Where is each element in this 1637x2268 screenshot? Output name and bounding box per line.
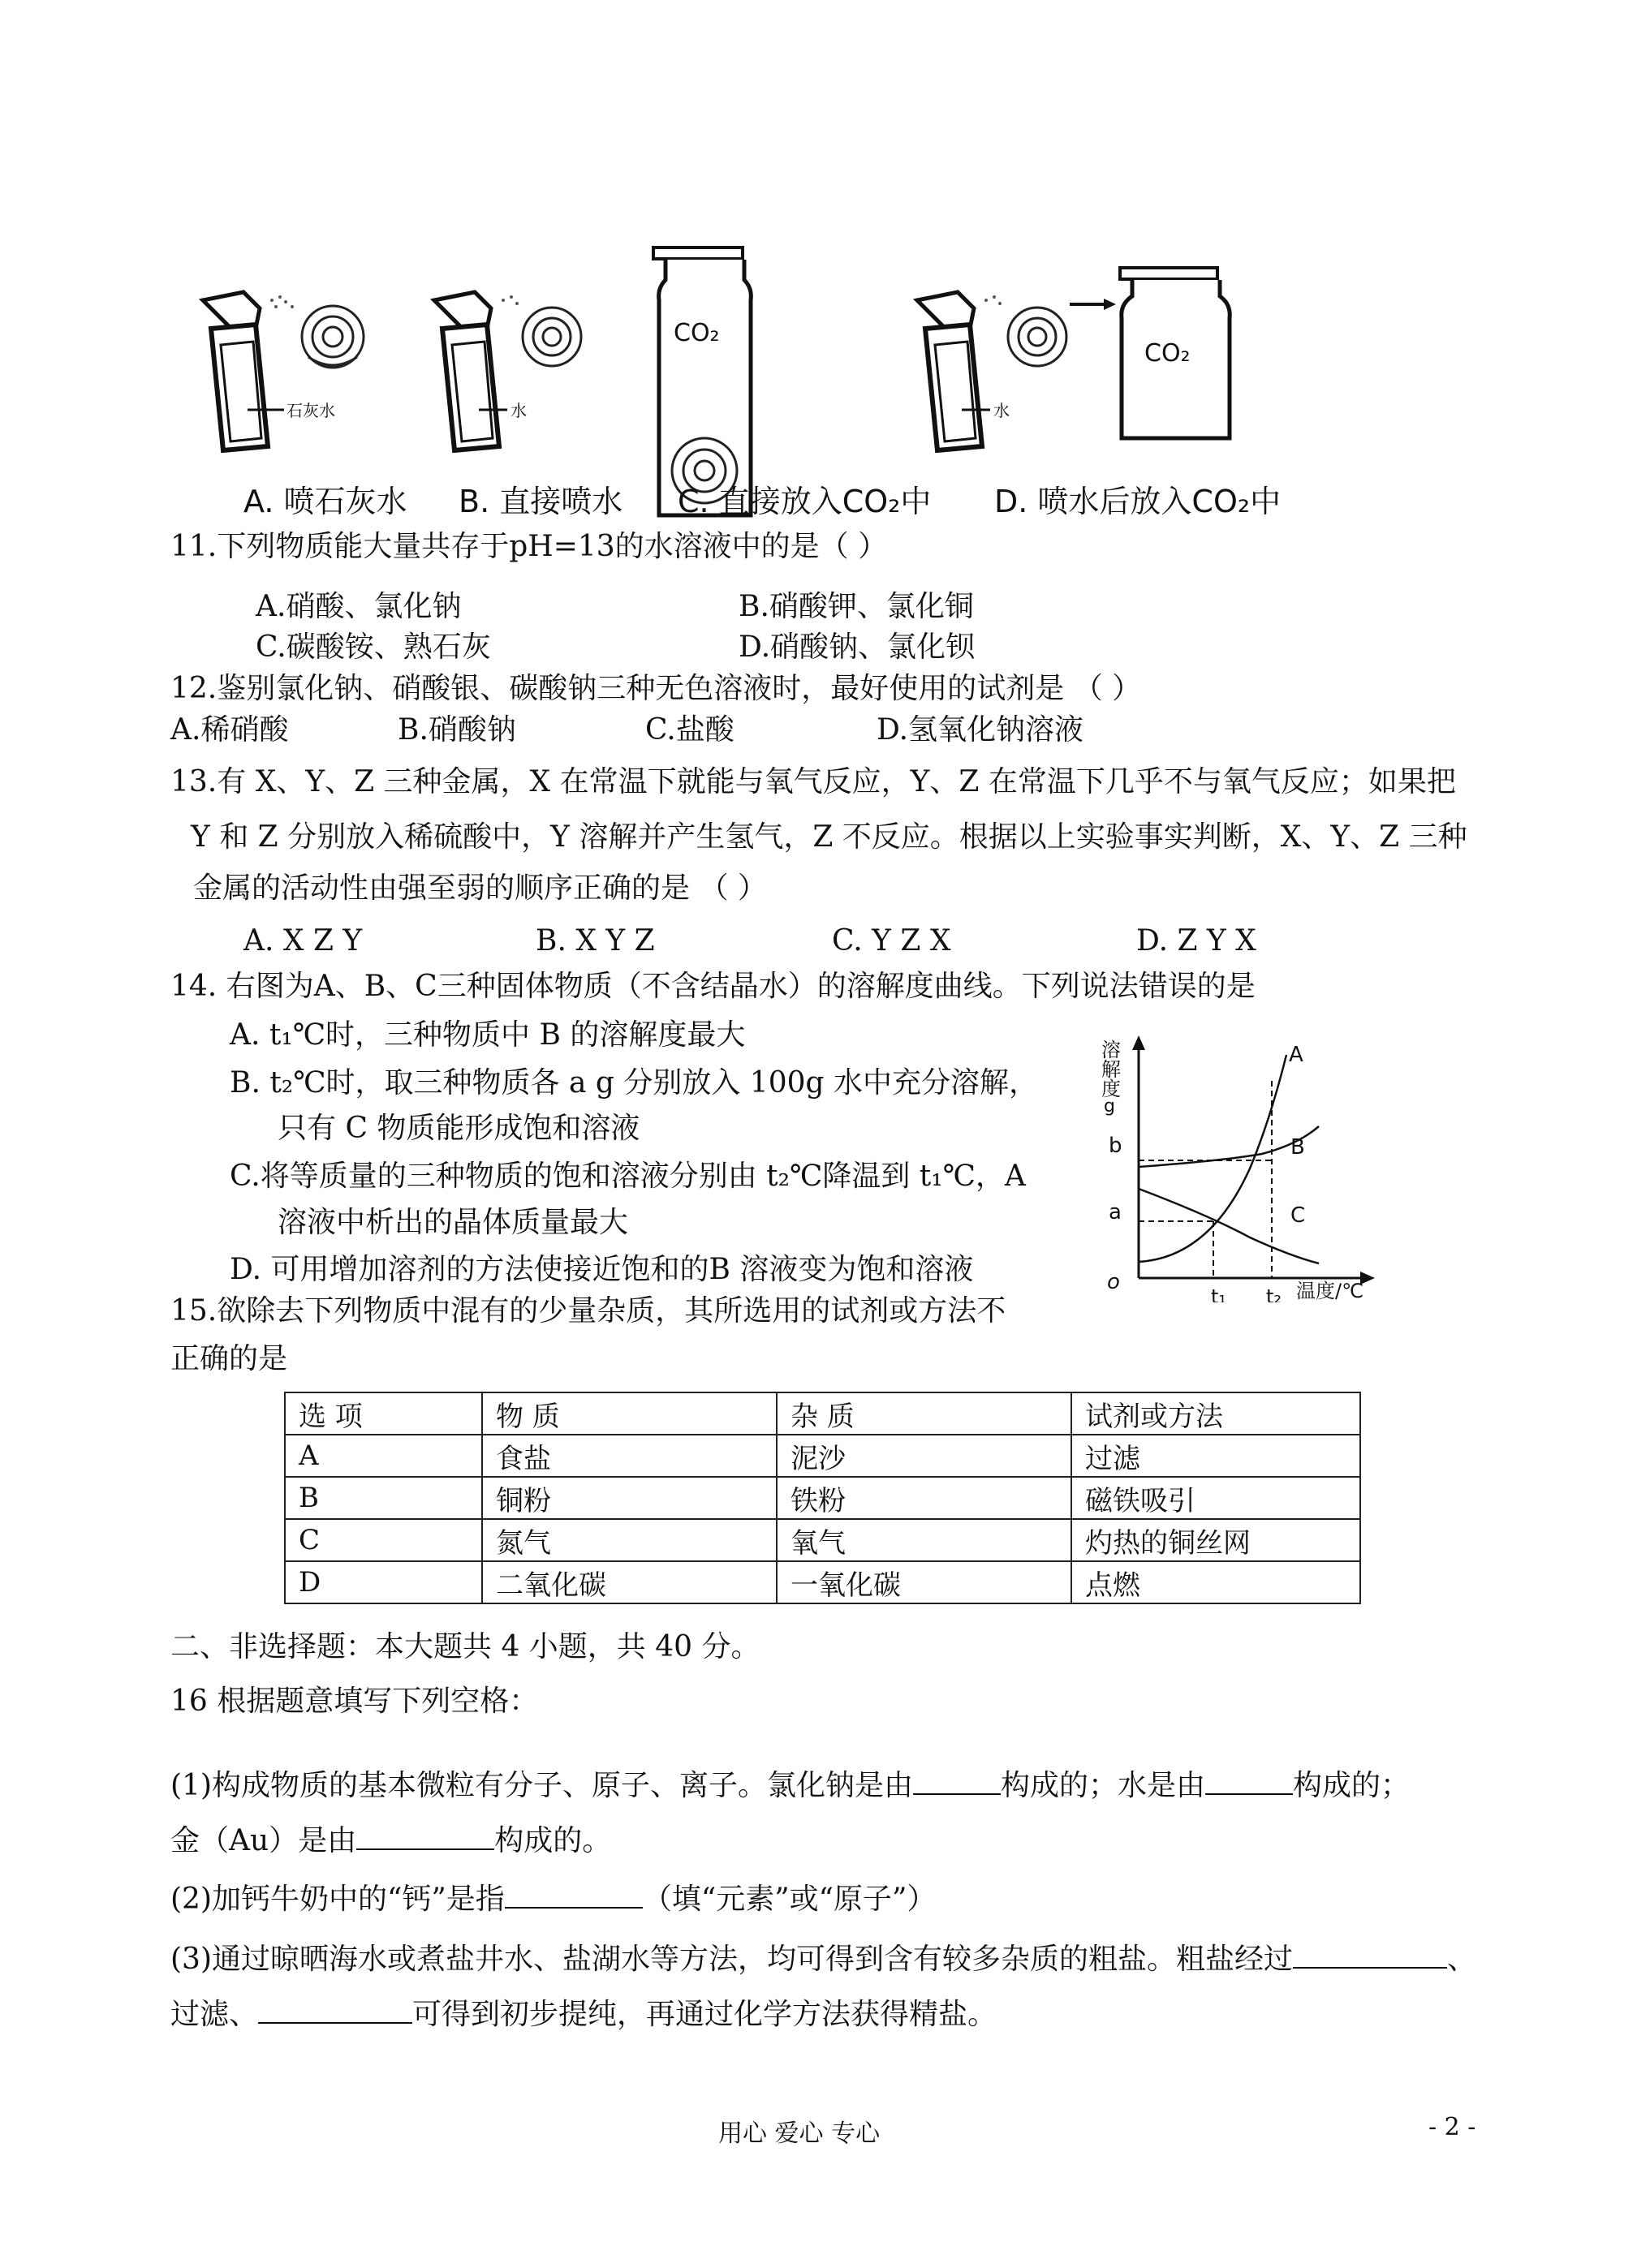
- table-cell: D: [285, 1561, 482, 1603]
- page-number: - 2 -: [1428, 2113, 1476, 2141]
- q16-p3-text-b: 、: [1447, 1943, 1477, 1976]
- q16-part-2: [170, 1881, 936, 1916]
- table-cell: 铁粉: [777, 1477, 1071, 1519]
- table-cell: 氮气: [482, 1519, 777, 1561]
- q14-option-b-line-2: 只有 C 物质能形成饱和溶液: [278, 1112, 640, 1145]
- table-row: [285, 1435, 1360, 1477]
- table-cell: 点燃: [1071, 1561, 1360, 1603]
- table-cell: 泥沙: [777, 1435, 1071, 1477]
- q14-option-c-line-2: 溶液中析出的晶体质量最大: [278, 1206, 629, 1239]
- q13-option-a: A. X Z Y: [243, 924, 363, 958]
- q16-part-3-line-1: [170, 1941, 1476, 1976]
- table-row: [285, 1561, 1360, 1603]
- q16-p1-text-c: 构成的；: [1293, 1769, 1411, 1802]
- q13-line-3: 金属的活动性由强至弱的顺序正确的是 （ ）: [193, 871, 767, 905]
- caption-c: C. 直接放入CO₂中: [678, 484, 932, 519]
- table-cell: 灼热的铜丝网: [1071, 1519, 1360, 1561]
- table-row: [285, 1519, 1360, 1561]
- q14-option-c-line-1: C.将等质量的三种物质的饱和溶液分别由 t₂℃降温到 t₁℃，A: [230, 1160, 1026, 1193]
- table-cell: 氧气: [777, 1519, 1071, 1561]
- table-cell: C: [285, 1519, 482, 1561]
- table-row: [285, 1477, 1360, 1519]
- answer-blank-4[interactable]: [505, 1881, 643, 1909]
- q16-part-1-line-2: [170, 1823, 611, 1857]
- origin-label: o: [1107, 1270, 1120, 1294]
- bottle-b-label: 水: [510, 401, 527, 420]
- q15-table: [284, 1392, 1361, 1604]
- q13-line-1: 13.有 X、Y、Z 三种金属，X 在常温下就能与氧气反应，Y、Z 在常温下几乎不与氧气反应；如果把: [170, 765, 1456, 798]
- caption-d: D. 喷水后放入CO₂中: [994, 484, 1282, 519]
- table-cell: 磁铁吸引: [1071, 1477, 1360, 1519]
- table-header-row: [285, 1392, 1360, 1435]
- curve-a-label: A: [1289, 1043, 1303, 1067]
- y-axis-arrow-icon: [1132, 1035, 1145, 1050]
- table-cell: 二氧化碳: [482, 1561, 777, 1603]
- section-2-heading: 二、非选择题：本大题共 4 小题，共 40 分。: [170, 1630, 760, 1663]
- q14-stem: 14. 右图为A、B、C三种固体物质（不含结晶水）的溶解度曲线。下列说法错误的是: [170, 970, 1256, 1003]
- caption-b: B. 直接喷水: [459, 484, 623, 519]
- co2-jar-c: [653, 247, 751, 515]
- q14-option-a: A. t₁℃时，三种物质中 B 的溶解度最大: [230, 1018, 746, 1052]
- tick-t1: t₁: [1211, 1285, 1227, 1302]
- tick-a: a: [1109, 1200, 1122, 1224]
- answer-blank-2[interactable]: [1205, 1767, 1293, 1795]
- spray-bottle-d: [917, 292, 1066, 450]
- table-cell: 食盐: [482, 1435, 777, 1477]
- table-header-cell: 物 质: [482, 1392, 777, 1435]
- q14-option-d: D. 可用增加溶剂的方法使接近饱和的B 溶液变为饱和溶液: [230, 1253, 974, 1286]
- q16-part-3-line-2: [170, 1996, 997, 2031]
- table-cell: 过滤: [1071, 1435, 1360, 1477]
- q15-line-2: 正确的是: [170, 1342, 288, 1375]
- jar-d-label: CO₂: [1144, 339, 1191, 368]
- answer-blank-6[interactable]: [258, 1996, 412, 2024]
- y-axis-label-2: 解: [1101, 1058, 1121, 1081]
- curve-c-label: C: [1290, 1203, 1306, 1228]
- co2-jar-d: [1120, 268, 1230, 438]
- answer-blank-5[interactable]: [1293, 1941, 1447, 1969]
- table-cell: B: [285, 1477, 482, 1519]
- answer-blank-1[interactable]: [913, 1767, 1001, 1795]
- jar-c-label: CO₂: [674, 319, 720, 347]
- q12-option-d: D.氢氧化钠溶液: [877, 713, 1084, 747]
- q14-option-b-line-1: B. t₂℃时，取三种物质各 a g 分别放入 100g 水中充分溶解，: [230, 1066, 1038, 1100]
- answer-blank-3[interactable]: [356, 1823, 494, 1850]
- y-axis-label-3: 度: [1101, 1078, 1121, 1100]
- q13-option-b: B. X Y Z: [536, 924, 655, 958]
- solubility-graph: [1088, 1031, 1380, 1302]
- tick-t2: t₂: [1266, 1285, 1282, 1302]
- caption-a: A. 喷石灰水: [243, 484, 407, 519]
- q16-p1-text-a: (1)构成物质的基本微粒有分子、原子、离子。氯化钠是由: [170, 1769, 913, 1802]
- q16-p2-text-a: (2)加钙牛奶中的“钙”是指: [170, 1883, 505, 1916]
- q16-part-1-line-1: [170, 1767, 1410, 1802]
- tick-b: b: [1109, 1134, 1122, 1158]
- x-axis-label: 温度/℃: [1296, 1280, 1364, 1302]
- flower-a: [302, 306, 364, 368]
- q16-stem: 16 根据题意填写下列空格：: [170, 1685, 539, 1718]
- table-header-cell: 选 项: [285, 1392, 482, 1435]
- table-cell: 铜粉: [482, 1477, 777, 1519]
- q11-option-b: B.硝酸钾、氯化铜: [739, 590, 974, 623]
- q16-p3-text-c: 过滤、: [170, 1998, 259, 2031]
- bottle-a-label: 石灰水: [286, 401, 335, 420]
- table-header-cell: 试剂或方法: [1071, 1392, 1360, 1435]
- q11-option-c: C.碳酸铵、熟石灰: [256, 630, 491, 664]
- spray-bottle-a: [203, 292, 364, 450]
- y-axis-label-1: 溶: [1101, 1039, 1121, 1061]
- q13-option-c: C. Y Z X: [832, 924, 951, 958]
- curve-a: [1139, 1055, 1286, 1262]
- table-cell: A: [285, 1435, 482, 1477]
- q13-line-2: Y 和 Z 分别放入稀硫酸中，Y 溶解并产生氢气，Z 不反应。根据以上实验事实判断，X、Y、Z 三种: [191, 820, 1467, 854]
- table-header-cell: 杂 质: [777, 1392, 1071, 1435]
- q16-p3-text-a: (3)通过晾晒海水或煮盐井水、盐湖水等方法，均可得到含有较多杂质的粗盐。粗盐经过: [170, 1943, 1293, 1976]
- q16-p1-text-b: 构成的；水是由: [1001, 1769, 1206, 1802]
- q12-stem: 12.鉴别氯化钠、硝酸银、碳酸钠三种无色溶液时，最好使用的试剂是 （ ）: [170, 672, 1142, 705]
- q12-option-b: B.硝酸钠: [398, 713, 516, 747]
- q11-option-d: D.硝酸钠、氯化钡: [739, 630, 976, 664]
- footer-motto: 用心 爱心 专心: [718, 2120, 881, 2148]
- q16-p3-text-d: 可得到初步提纯，再通过化学方法获得精盐。: [412, 1998, 997, 2031]
- q15-line-1: 15.欲除去下列物质中混有的少量杂质，其所选用的试剂或方法不: [170, 1294, 1006, 1328]
- table-cell: 一氧化碳: [777, 1561, 1071, 1603]
- spray-bottle-b: [434, 292, 581, 450]
- q11-stem: 11.下列物质能大量共存于pH=13的水溶液中的是（ ）: [170, 530, 888, 563]
- q11-option-a: A.硝酸、氯化钠: [256, 590, 462, 623]
- q12-option-c: C.盐酸: [645, 713, 734, 747]
- q12-option-a: A.稀硝酸: [170, 713, 289, 747]
- y-axis-label-4: g: [1104, 1096, 1115, 1117]
- q16-p1-text-d: 金（Au）是由: [170, 1824, 357, 1857]
- bottle-d-label: 水: [993, 401, 1010, 420]
- q13-option-d: D. Z Y X: [1136, 924, 1256, 958]
- q16-p2-text-b: （填“元素”或“原子”）: [642, 1883, 937, 1916]
- curve-b-label: B: [1290, 1135, 1305, 1160]
- q16-p1-text-e: 构成的。: [494, 1824, 612, 1857]
